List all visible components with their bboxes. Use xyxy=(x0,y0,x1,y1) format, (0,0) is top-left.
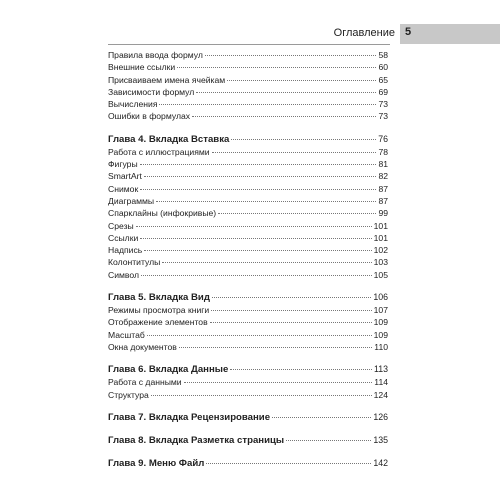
toc-entry-title: Глава 8. Вкладка Разметка страницы xyxy=(108,434,285,446)
toc-dot-leader xyxy=(230,368,372,370)
toc-entry-title: Фигуры xyxy=(108,159,138,170)
toc-entry xyxy=(108,170,388,182)
toc-entry xyxy=(108,195,388,207)
toc-entry-page: 107 xyxy=(373,305,388,316)
toc-dot-leader xyxy=(140,188,376,190)
toc-entry-page: 142 xyxy=(373,457,388,468)
toc-entry xyxy=(108,389,388,401)
toc-entry-title: Символ xyxy=(108,269,139,280)
toc-dot-leader xyxy=(156,200,376,202)
toc-entry-title: Работа с данными xyxy=(108,377,182,388)
toc-entry xyxy=(108,98,388,110)
toc-entry-page: 73 xyxy=(378,99,388,110)
toc-entry-page: 114 xyxy=(374,377,388,388)
toc-entry xyxy=(108,158,388,170)
toc-dot-leader xyxy=(286,439,371,441)
toc-entry-page: 73 xyxy=(378,111,388,122)
toc-dot-leader xyxy=(184,381,373,383)
toc-entry-page: 78 xyxy=(378,146,388,157)
toc-dot-leader xyxy=(210,321,372,323)
toc-entry-title: Надпись xyxy=(108,245,143,256)
toc-dot-leader xyxy=(140,163,377,165)
toc-chapter-entry xyxy=(108,363,388,376)
toc-entry-page: 135 xyxy=(373,434,388,445)
toc-entry xyxy=(108,269,388,281)
toc-entry xyxy=(108,232,388,244)
page-number-box xyxy=(400,24,426,44)
toc-entry-page: 60 xyxy=(378,62,388,73)
toc-entry-title: Внешние ссылки xyxy=(108,62,176,73)
toc-entry-title: Правила ввода формул xyxy=(108,50,203,60)
toc-dot-leader xyxy=(144,249,371,251)
toc-entry xyxy=(108,329,388,341)
toc-entry-page: 106 xyxy=(373,292,388,303)
toc-entry xyxy=(108,316,388,328)
toc-entry-page: 87 xyxy=(378,195,388,206)
running-header xyxy=(0,24,500,44)
toc-entry-page: 110 xyxy=(374,341,388,352)
toc-entry-page: 81 xyxy=(378,159,388,170)
toc-entry-page: 126 xyxy=(373,411,388,422)
toc-entry xyxy=(108,341,388,353)
toc-entry xyxy=(108,146,388,158)
toc-entry-page: 87 xyxy=(378,183,388,194)
toc-entry-title: Ошибки в формулах xyxy=(108,111,191,122)
toc-entry xyxy=(108,244,388,256)
toc-entry-page: 109 xyxy=(373,329,388,340)
toc-entry xyxy=(108,220,388,232)
toc-dot-leader xyxy=(212,151,377,153)
toc-entry-title: Глава 4. Вкладка Вставка xyxy=(108,133,230,145)
toc-dot-leader xyxy=(147,334,372,336)
toc-entry-page: 82 xyxy=(378,171,388,182)
toc-chapter-entry xyxy=(108,133,388,146)
toc-entry xyxy=(108,110,388,122)
toc-chapter-entry xyxy=(108,411,388,424)
toc-entry xyxy=(108,207,388,219)
toc-dot-leader xyxy=(140,237,371,239)
toc-entry-page: 102 xyxy=(373,245,388,256)
toc-entry-title: Ссылки xyxy=(108,232,139,243)
toc-entry-title: Колонтитулы xyxy=(108,257,161,268)
toc-entry-title: Зависимости формул xyxy=(108,86,195,97)
toc-entry-title: Глава 7. Вкладка Рецензирование xyxy=(108,411,271,423)
toc-entry xyxy=(108,376,388,388)
toc-dot-leader xyxy=(177,66,376,68)
toc-entry-title: Масштаб xyxy=(108,329,145,340)
toc-entry-title: Отображение элементов xyxy=(108,317,208,328)
toc-entry xyxy=(108,183,388,195)
toc-dot-leader xyxy=(192,115,376,117)
toc-entry-title: Снимок xyxy=(108,183,139,194)
toc-entry-title: Окна документов xyxy=(108,341,177,352)
toc-entry-title: Вычисления xyxy=(108,99,158,110)
toc-dot-leader xyxy=(212,296,371,298)
toc-entry-page: 69 xyxy=(378,86,388,97)
toc-entry xyxy=(108,49,388,61)
toc-entry-page: 124 xyxy=(373,389,388,400)
toc-entry-page: 105 xyxy=(373,269,388,280)
toc-dot-leader xyxy=(206,462,371,464)
toc-dot-leader xyxy=(162,261,371,263)
toc-entry-page: 101 xyxy=(373,232,388,243)
table-of-contents xyxy=(108,49,388,470)
toc-entry-title: Глава 6. Вкладка Данные xyxy=(108,364,229,376)
toc-dot-leader xyxy=(179,346,372,348)
toc-entry-title: Режимы просмотра книги xyxy=(108,305,210,316)
toc-entry-page: 103 xyxy=(373,257,388,268)
toc-dot-leader xyxy=(196,91,376,93)
toc-entry-title: Работа с иллюстрациями xyxy=(108,146,210,157)
toc-chapter-entry xyxy=(108,457,388,470)
toc-entry xyxy=(108,256,388,268)
toc-entry xyxy=(108,86,388,98)
header-title: Оглавление xyxy=(333,27,395,39)
toc-entry-page: 109 xyxy=(373,317,388,328)
toc-dot-leader xyxy=(136,225,372,227)
toc-entry-title: Диаграммы xyxy=(108,195,155,206)
toc-chapter-entry xyxy=(108,291,388,304)
toc-entry-title: Срезы xyxy=(108,220,134,231)
toc-entry-page: 99 xyxy=(378,208,388,219)
toc-dot-leader xyxy=(227,79,376,81)
header-bar xyxy=(426,24,500,44)
toc-entry xyxy=(108,74,388,86)
toc-entry-title: Присваиваем имена ячейкам xyxy=(108,74,226,85)
toc-entry-title: Глава 9. Меню Файл xyxy=(108,457,205,469)
toc-dot-leader xyxy=(141,274,372,276)
toc-entry-title: SmartArt xyxy=(108,171,142,182)
toc-dot-leader xyxy=(231,138,376,140)
toc-dot-leader xyxy=(205,54,377,56)
toc-entry-page: 65 xyxy=(378,74,388,85)
header-rule xyxy=(108,44,390,45)
toc-entry-title: Глава 5. Вкладка Вид xyxy=(108,292,210,304)
toc-entry-title: Структура xyxy=(108,389,149,400)
toc-dot-leader xyxy=(211,309,371,311)
toc-dot-leader xyxy=(151,394,372,396)
toc-dot-leader xyxy=(218,212,376,214)
toc-dot-leader xyxy=(272,416,371,418)
toc-entry-title: Спарклайны (инфокривые) xyxy=(108,208,217,219)
toc-entry-page: 113 xyxy=(373,364,388,375)
toc-entry-page: 101 xyxy=(373,220,388,231)
toc-dot-leader xyxy=(159,103,376,105)
page-number: 5 xyxy=(405,26,412,38)
toc-chapter-entry xyxy=(108,434,388,447)
toc-entry-page: 76 xyxy=(378,133,388,144)
toc-entry-page: 58 xyxy=(378,50,388,60)
toc-entry xyxy=(108,61,388,73)
toc-dot-leader xyxy=(144,175,377,177)
toc-entry xyxy=(108,304,388,316)
